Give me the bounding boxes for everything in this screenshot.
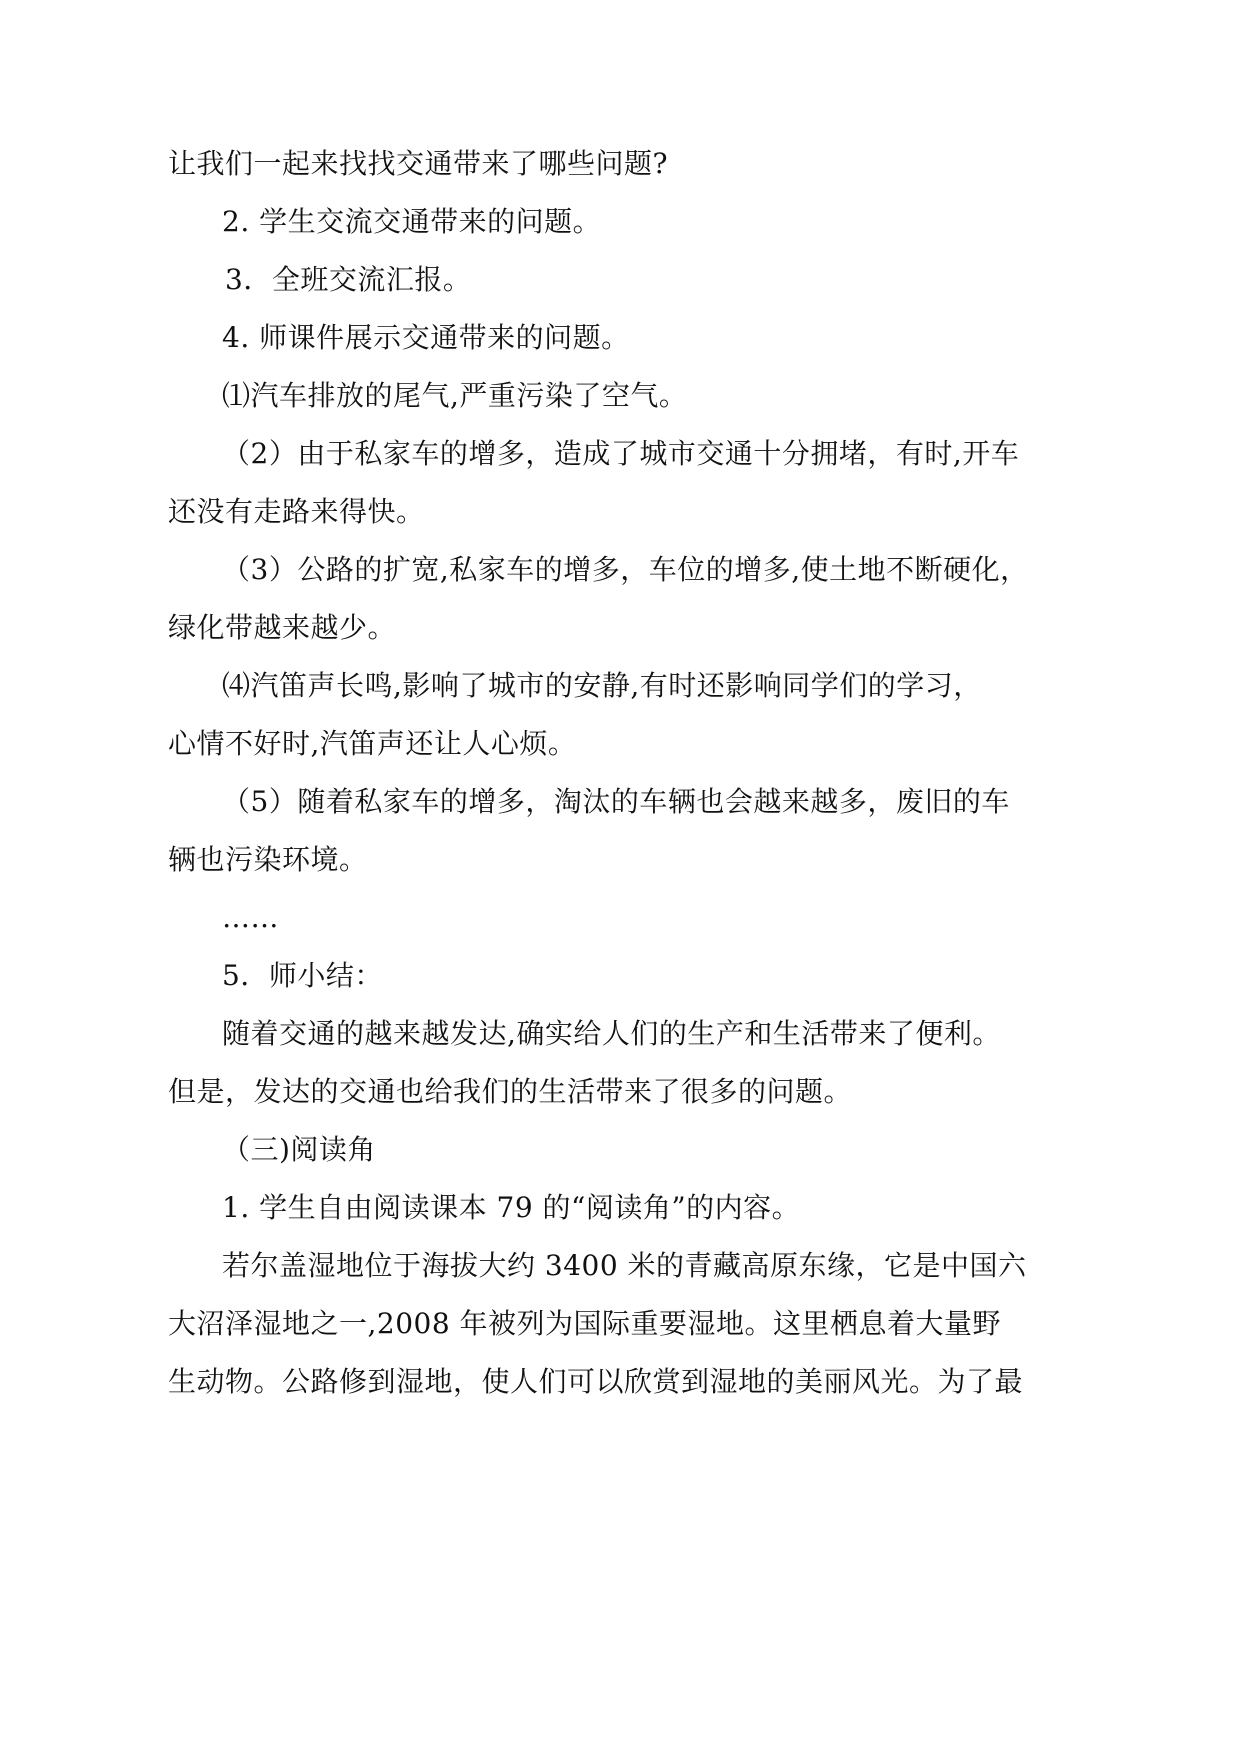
list-item: 1. 学生自由阅读课本 79 的“阅读角”的内容。 bbox=[222, 1191, 801, 1224]
sub-list-item: ⑷汽笛声长鸣,影响了城市的安静,有时还影响同学们的学习， bbox=[222, 669, 982, 702]
text-line: 生动物。公路修到湿地，使人们可以欣赏到湿地的美丽风光。为了最 bbox=[168, 1365, 1024, 1398]
sub-list-item: ⑴汽车排放的尾气,严重污染了空气。 bbox=[222, 379, 688, 412]
text-line: 心情不好时,汽笛声还让人心烦。 bbox=[168, 727, 577, 760]
sub-list-item: （3）公路的扩宽,私家车的增多，车位的增多,使土地不断硬化， bbox=[222, 553, 1029, 586]
list-item: 2. 学生交流交通带来的问题。 bbox=[222, 205, 602, 238]
paragraph-line: 随着交通的越来越发达,确实给人们的生产和生活带来了便利。 bbox=[222, 1017, 1001, 1050]
text-line: 但是，发达的交通也给我们的生活带来了很多的问题。 bbox=[168, 1075, 853, 1108]
paragraph-line: 若尔盖湿地位于海拔大约 3400 米的青藏高原东缘，它是中国六 bbox=[222, 1249, 1027, 1282]
section-heading: （三)阅读角 bbox=[222, 1133, 376, 1166]
text-line: 还没有走路来得快。 bbox=[168, 495, 425, 528]
ellipsis: …… bbox=[222, 901, 279, 934]
text-line: 让我们一起来找找交通带来了哪些问题? bbox=[168, 147, 669, 180]
list-item: 4. 师课件展示交通带来的问题。 bbox=[222, 321, 630, 354]
list-item: 5．师小结： bbox=[222, 959, 383, 992]
sub-list-item: （5）随着私家车的增多，淘汰的车辆也会越来越多，废旧的车 bbox=[222, 785, 1010, 818]
list-item: 3．全班交流汇报。 bbox=[225, 263, 472, 296]
text-line: 大沼泽湿地之一,2008 年被列为国际重要湿地。这里栖息着大量野 bbox=[168, 1307, 1002, 1340]
sub-list-item: （2）由于私家车的增多，造成了城市交通十分拥堵，有时,开车 bbox=[222, 437, 1020, 470]
text-line: 辆也污染环境。 bbox=[168, 843, 368, 876]
text-line: 绿化带越来越少。 bbox=[168, 611, 397, 644]
